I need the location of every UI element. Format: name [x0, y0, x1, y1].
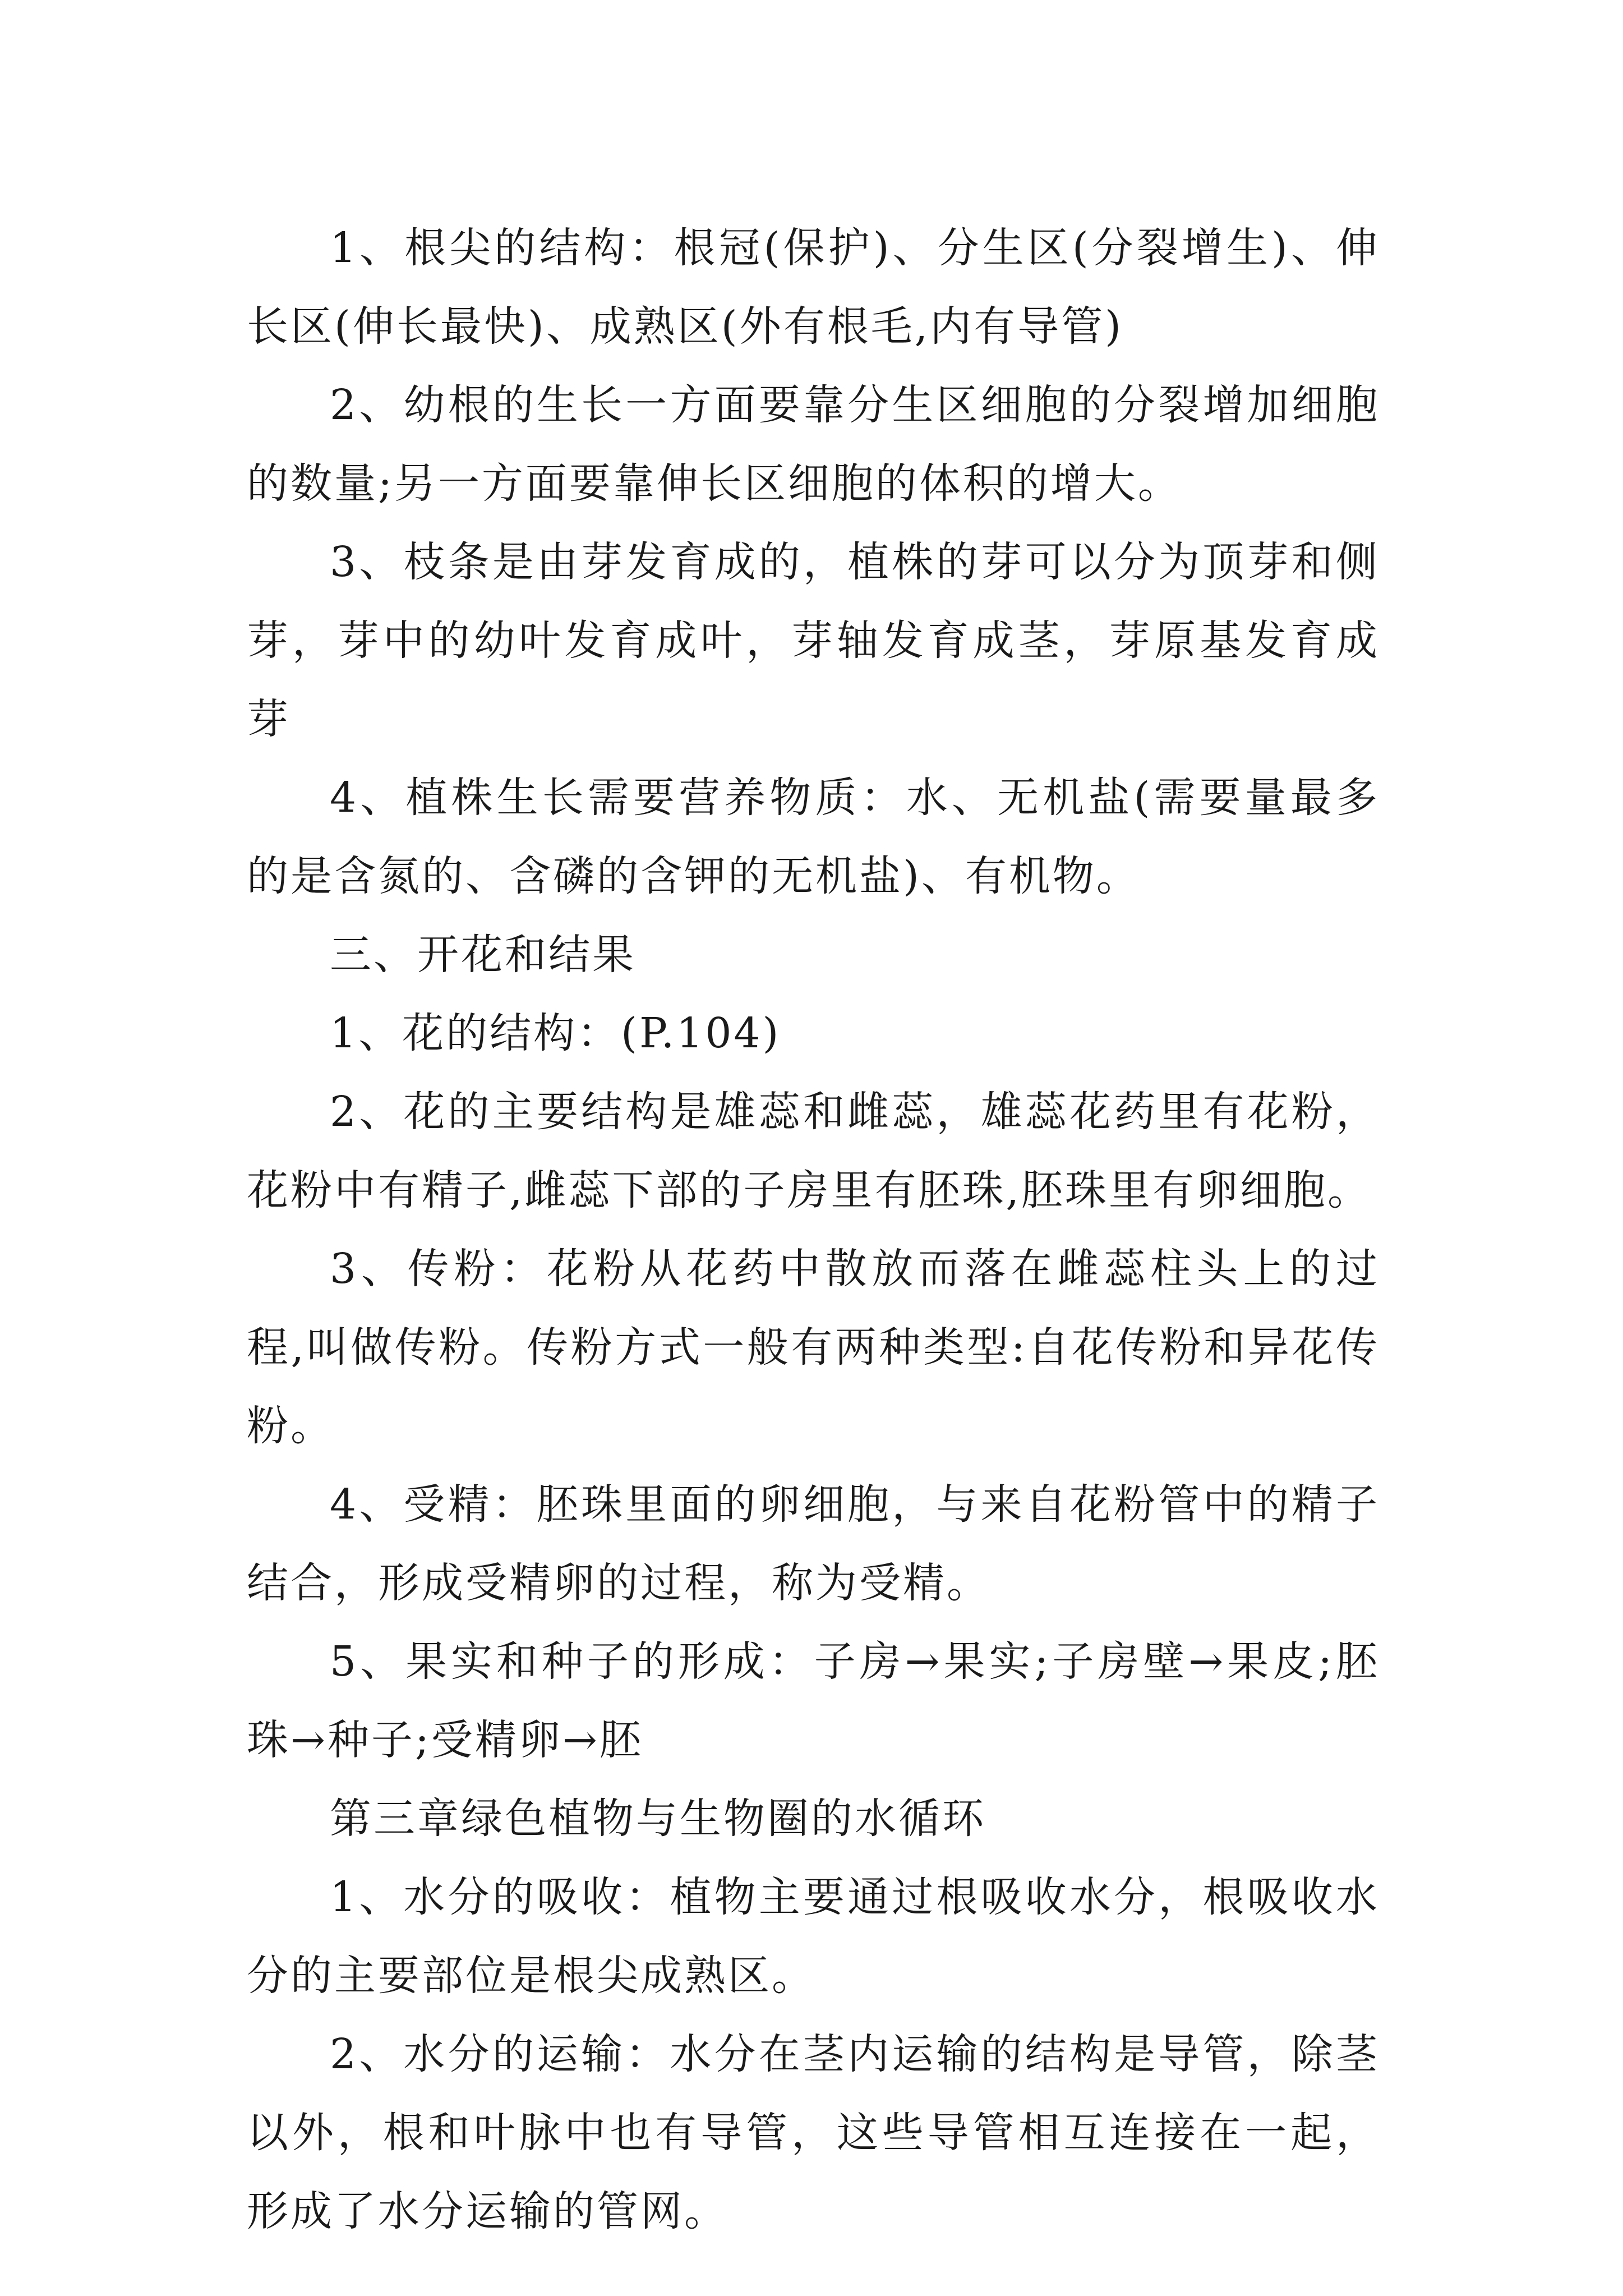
paragraph-fruit-seed-formation: 5、果实和种子的形成：子房→果实;子房壁→果皮;胚珠→种子;受精卵→胚	[247, 1637, 1380, 1764]
document-body	[247, 209, 1380, 2251]
paragraph-plant-nutrients: 4、植株生长需要营养物质：水、无机盐(需要量最多的是含氮的、含磷的含钾的无机盐)、有机物。	[247, 774, 1380, 900]
section-heading-flowering-fruiting: 三、开花和结果	[330, 931, 636, 979]
paragraph-water-absorption: 1、水分的吸收：植物主要通过根吸收水分，根吸收水分的主要部位是根尖成熟区。	[247, 1873, 1380, 2000]
paragraph-young-root-growth: 2、幼根的生长一方面要靠分生区细胞的分裂增加细胞的数量;另一方面要靠伸长区细胞的体积的增大。	[247, 381, 1380, 508]
paragraph-pollination: 3、传粉：花粉从花药中散放而落在雌蕊柱头上的过程,叫做传粉。传粉方式一般有两种类型:自花传粉和异花传粉。	[247, 1245, 1380, 1450]
paragraph-flower-structure: 1、花的结构：(P.104)	[330, 1009, 781, 1057]
paragraph-water-transport: 2、水分的运输：水分在茎内运输的结构是导管，除茎以外，根和叶脉中也有导管，这些导管相互连接在一起，形成了水分运输的管网。	[247, 2030, 1380, 2235]
paragraph-root-tip-structure: 1、根尖的结构：根冠(保护)、分生区(分裂增生)、伸长区(伸长最快)、成熟区(外有根毛,内有导管)	[247, 224, 1380, 351]
paragraph-main-flower-structures: 2、花的主要结构是雄蕊和雌蕊，雄蕊花药里有花粉，花粉中有精子,雌蕊下部的子房里有胚珠,胚珠里有卵细胞。	[247, 1088, 1380, 1214]
chapter-heading-water-cycle: 第三章绿色植物与生物圈的水循环	[330, 1795, 986, 1843]
paragraph-branch-development: 3、枝条是由芽发育成的，植株的芽可以分为顶芽和侧芽，芽中的幼叶发育成叶，芽轴发育成茎，芽原基发育成芽	[247, 538, 1380, 743]
paragraph-fertilization: 4、受精：胚珠里面的卵细胞，与来自花粉管中的精子结合，形成受精卵的过程，称为受精。	[247, 1480, 1380, 1607]
